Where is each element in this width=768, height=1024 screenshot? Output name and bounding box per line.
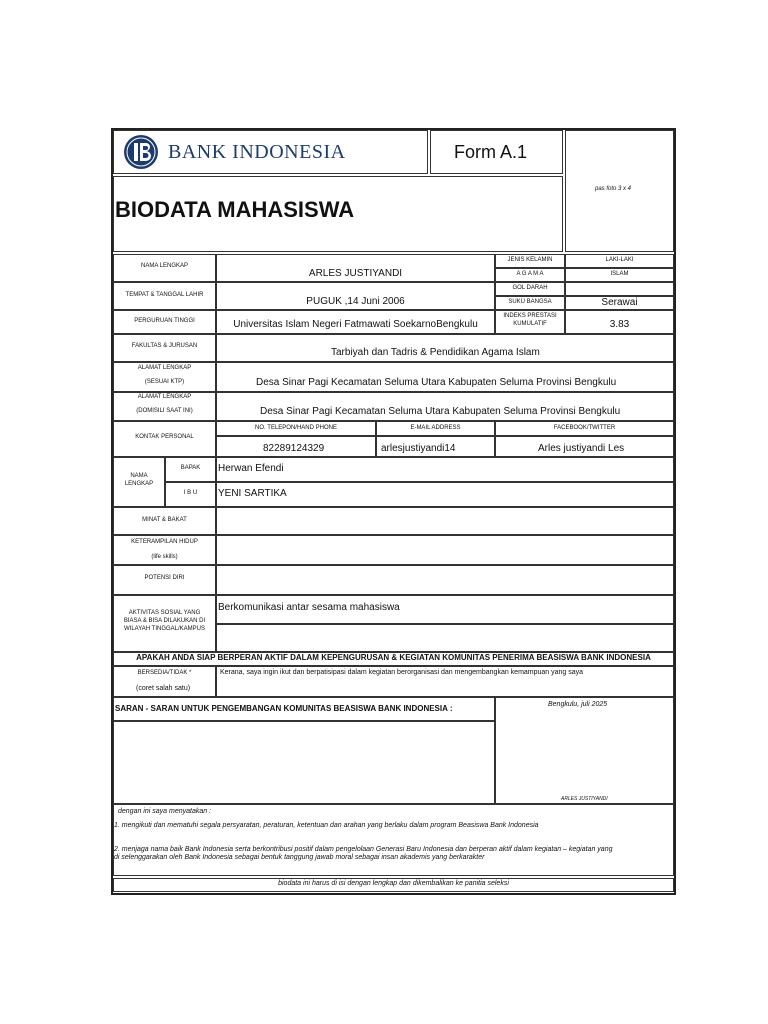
- page-title: BIODATA MAHASISWA: [115, 197, 355, 222]
- value-phone[interactable]: 82289124329: [263, 443, 325, 454]
- label-alamat-ktp-line2: (SESUAI KTP): [144, 379, 185, 385]
- statement-point-2-line2: di selenggarakan oleh Bank Indonesia sebagai bentuk tanggung jawab moral sebagai insan akademis yang berkarakter: [114, 854, 485, 861]
- header-social: FACEBOOK/TWITTER: [553, 425, 616, 431]
- value-perguruan-tinggi[interactable]: Universitas Islam Negeri Fatmawati SoekarnoBengkulu: [233, 319, 478, 330]
- statement-point-1: 1. mengikuti dan mematuhi segala persyaratan, peraturan, ketentuan dan arahan yang berlaku dalam program Beasiswa Bank Indonesia: [114, 822, 539, 829]
- label-alamat-domisili-line2: (DOMISILI SAAT INI): [136, 408, 193, 414]
- value-cell-potensi[interactable]: [216, 565, 674, 595]
- form-label: Form A.1: [454, 142, 528, 162]
- label-perguruan-tinggi: PERGURUAN TINGGI: [134, 318, 195, 324]
- logo-text: BANK INDONESIA: [168, 141, 346, 163]
- label-bersedia-line2: (coret salah satu): [136, 685, 191, 692]
- value-email[interactable]: arlesjustiyandi14: [381, 443, 456, 454]
- value-bersedia-answer[interactable]: Kerana, saya ingin ikut dan berpatisipasi dalam kegiatan berorganisasi dan mengembangkan kemampuan yang saya: [220, 669, 584, 676]
- label-agama: A G A M A: [516, 271, 544, 277]
- value-fakultas-jurusan[interactable]: Tarbiyah dan Tadris & Pendidikan Agama Islam: [331, 347, 540, 358]
- value-alamat-domisili[interactable]: Desa Sinar Pagi Kecamatan Seluma Utara Kabupaten Seluma Provinsi Bengkulu: [260, 406, 621, 417]
- saran-heading: SARAN - SARAN UNTUK PENGEMBANGAN KOMUNITAS BEASISWA BANK INDONESIA :: [115, 704, 453, 713]
- saran-body-cell[interactable]: [113, 721, 495, 804]
- value-ipk[interactable]: 3.83: [609, 319, 630, 330]
- label-aktivitas-line1: AKTIVITAS SOSIAL YANG: [128, 610, 201, 616]
- value-cell-gol[interactable]: [565, 282, 674, 296]
- value-ibu[interactable]: YENI SARTIKA: [218, 488, 287, 499]
- label-keterampilan-line2: (life skills): [151, 554, 178, 560]
- label-bapak: BAPAK: [180, 465, 201, 471]
- value-cell-bapak: [216, 457, 674, 482]
- label-aktivitas-line2: BIASA & BISA DILAKUKAN DI: [123, 618, 206, 624]
- header-phone: NO. TELEPON/HAND PHONE: [255, 425, 337, 431]
- footer-note: biodata ini harus di isi dengan lengkap dan dikembalikan ke panitia seleksi: [278, 880, 509, 887]
- signature-name: ARLES JUSTIYANDI: [561, 796, 608, 802]
- value-suku-bangsa[interactable]: Serawai: [601, 297, 638, 308]
- value-cell-keterampilan[interactable]: [216, 535, 674, 565]
- value-cell-aktivitas-2[interactable]: [216, 624, 674, 652]
- label-gol-darah: GOL DARAH: [512, 285, 548, 291]
- value-social[interactable]: Arles justiyandi Les: [538, 443, 625, 454]
- label-ipk-line1: INDEKS PRESTASI: [503, 313, 557, 319]
- value-nama-lengkap[interactable]: ARLES JUSTIYANDI: [308, 268, 403, 279]
- label-parent-nama-line2: LENGKAP: [124, 481, 154, 487]
- label-kontak-personal: KONTAK PERSONAL: [135, 434, 194, 440]
- label-bersedia-line1: BERSEDIA/TIDAK *: [137, 670, 192, 676]
- label-alamat-domisili-line1: ALAMAT LENGKAP: [137, 394, 192, 400]
- label-nama-lengkap: NAMA LENGKAP: [140, 263, 188, 269]
- label-minat-bakat: MINAT & BAKAT: [142, 517, 187, 523]
- label-aktivitas-line3: WILAYAH TINGGAL/KAMPUS: [123, 626, 206, 632]
- statement-intro: dengan ini saya menyatakan :: [118, 808, 212, 815]
- label-jenis-kelamin: JENIS KELAMIN: [507, 257, 553, 263]
- value-cell-minat[interactable]: [216, 507, 674, 535]
- value-tempat-tanggal-lahir[interactable]: PUGUK ,14 Juni 2006: [306, 296, 405, 307]
- bank-indonesia-logo-icon: [123, 134, 159, 170]
- header-email: E-MAIL ADDRESS: [410, 425, 461, 431]
- value-agama[interactable]: ISLAM: [610, 271, 629, 277]
- label-ibu: I B U: [183, 490, 198, 496]
- label-suku-bangsa: SUKU BANGSA: [508, 299, 552, 305]
- label-alamat-ktp-line1: ALAMAT LENGKAP: [137, 365, 192, 371]
- value-jenis-kelamin[interactable]: LAKI-LAKI: [605, 257, 634, 263]
- question-text: APAKAH ANDA SIAP BERPERAN AKTIF DALAM KEPENGURUSAN & KEGIATAN KOMUNITAS PENERIMA BEASISWA BANK INDONESIA: [136, 653, 651, 662]
- value-bapak[interactable]: Herwan Efendi: [218, 463, 284, 474]
- label-potensi-diri: POTENSI DIRI: [144, 575, 185, 581]
- label-ipk-line2: KUMULATIF: [513, 321, 547, 327]
- photo-label: pas foto 3 x 4: [595, 186, 632, 192]
- signature-cell: [495, 697, 674, 804]
- value-alamat-ktp[interactable]: Desa Sinar Pagi Kecamatan Seluma Utara Kabupaten Seluma Provinsi Bengkulu: [256, 377, 617, 388]
- statement-point-2-line1: 2. menjaga nama baik Bank Indonesia serta berkontribusi positif dalam pengelolaan Generasi Baru Indonesia dan berperan aktif dalam kegiatan – kegiatan yang: [114, 846, 613, 853]
- value-aktivitas[interactable]: Berkomunikasi antar sesama mahasiswa: [218, 602, 400, 613]
- label-tempat-tanggal-lahir: TEMPAT & TANGGAL LAHIR: [125, 292, 204, 298]
- label-fakultas-jurusan: FAKULTAS & JURUSAN: [131, 343, 198, 349]
- signature-place-date: Bengkulu, juli 2025: [548, 701, 608, 708]
- label-parent-nama-line1: NAMA: [130, 473, 148, 479]
- label-keterampilan-line1: KETERAMPILAN HIDUP: [131, 539, 198, 545]
